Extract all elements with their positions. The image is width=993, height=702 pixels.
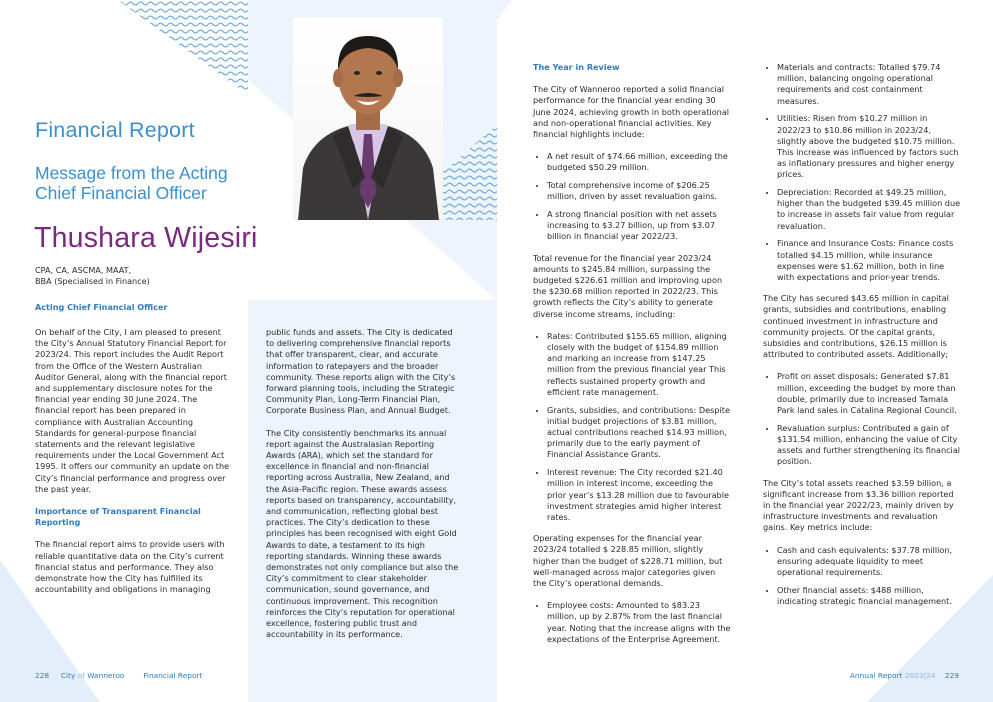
revenue-item: • Interest revenue: The City recorded $21.40 million in interest income, exceeding the prior year’s $13.28 million due to favourable investment strategies amid higher interest rates. — [547, 467, 731, 523]
expense-item: • Finance and Insurance Costs: Finance costs totalled $4.15 million, while insurance expenses were $1.62 million, both in line with expectations and prior-year trends. — [777, 238, 961, 283]
right-column-1 — [533, 62, 731, 655]
right-column-2 — [763, 62, 961, 617]
page-number-right: 229 — [944, 671, 959, 680]
right-footer — [850, 671, 959, 680]
capital-item: • Profit on asset disposals: Generated $7.81 million, exceeding the budget by more than double, primarily due to increased Tamala Park land sales in Catalina Regional Council. — [777, 371, 961, 416]
capital-item: • Revaluation surplus: Contributed a gain of $131.54 million, enhancing the value of City assets and further strengthening its financial position. — [777, 423, 961, 468]
left-column-1 — [35, 327, 232, 606]
intro-paragraph: On behalf of the City, I am pleased to present the City’s Annual Statutory Financial Report for 2023/24. This report includes the Audit Report from the Office of the Western Australian Auditor General, along with the financial report and supplementary disclosure notes for the financial year ending 30 June 2024. The financial report has been prepared in compliance with Australian Accounting Standards for general-purpose financial statements and the relevant legislative requirements under the Local Government Act 1995. It offers our community an update on the City’s financial performance and progress over the past year. — [35, 327, 230, 494]
revenue-item: • Rates: Contributed $155.65 million, aligning closely with the budget of $154.89 million and marking an increase from $147.25 million from the previous financial year This reflects sustained property growth and efficient rate management. — [547, 331, 731, 398]
highlight-item: • A strong financial position with net assets increasing to $3.27 billion, up from $3.07 billion in financial year 2022/23. — [547, 209, 731, 243]
expense-item: • Materials and contracts: Totalled $79.74 million, balancing ongoing operational requirements and cost containment measures. — [777, 62, 961, 107]
credentials-line-2: BBA (Specialised in Finance) — [35, 276, 150, 287]
assets-intro: The City’s total assets reached $3.59 billion, a significant increase from $3.36 billion reported in the financial year 2022/23, mainly driven by infrastructure investments and revaluation gains. Key metrics include: — [763, 477, 954, 533]
left-footer — [35, 671, 202, 680]
annual-report-label: Annual Report — [849, 671, 903, 680]
capital-list — [763, 371, 961, 467]
review-intro: The City of Wanneroo reported a solid financial performance for the financial year ending 30 June 2024, achieving growth in both operational and non-operational financial activities. Key financial highlights include: — [533, 84, 730, 140]
author-role: Acting Chief Financial Officer — [35, 302, 168, 312]
footer-section-name: Financial Report — [143, 671, 203, 680]
revenue-item: • Grants, subsidies, and contributions: Despite initial budget projections of $3.81 million, actual contributions reached $14.93 million, primarily due to the early payment of Financial Assistance Grants. — [547, 405, 731, 461]
expense-item: • Utilities: Risen from $10.27 million in 2022/23 to $10.86 million in 2023/24, slightly above the budgeted $10.75 million. This increase was influenced by factors such as inflationary pressures and higher energy prices. — [777, 113, 961, 180]
highlight-item: • Total comprehensive income of $206.25 million, driven by asset revaluation gains. — [547, 180, 731, 202]
assets-item: • Cash and cash equivalents: $37.78 million, ensuring adequate liquidity to meet operational requirements. — [777, 545, 961, 579]
org-name-of: of — [77, 671, 85, 680]
author-name: Thushara Wijesiri — [34, 222, 258, 254]
expense-item: • Employee costs: Amounted to $83.23 million, up by 2.87% from the last financial year. Noting that the increase aligns with the expectations of the Enterprise Agreement. — [547, 600, 731, 645]
commitment-paragraph: public funds and assets. The City is dedicated to delivering comprehensive financial reports that offer transparent, clear, and accurate information to ratepayers and the broader community. These reports align with the City’s forward planning tools, including the Strategic Community Plan, Long-Term Financial Plan, Corporate Business Plan, and Annual Budget. — [266, 327, 456, 416]
right-page — [497, 0, 993, 702]
highlights-list — [533, 151, 731, 242]
assets-list — [763, 545, 961, 608]
left-column-2 — [266, 327, 462, 651]
expense-item: • Depreciation: Recorded at $49.25 million, higher than the budgeted $39.45 million due to increase in assets fair value from regular revaluation. — [777, 187, 961, 232]
highlight-item: • A net result of $74.66 million, exceeding the budgeted $50.29 million. — [547, 151, 731, 173]
capital-intro: The City has secured $43.65 million in capital grants, subsidies and contributions, enabling continued investment in infrastructure and community projects. Of the capital grants, subsidies and contributions, $26.15 million is attributed to contributed assets. Additionally; — [763, 293, 949, 360]
org-name-wanneroo: Wanneroo — [87, 671, 125, 680]
revenue-list — [533, 331, 731, 523]
assets-item: • Other financial assets: $488 million, indicating strategic financial management. — [777, 585, 961, 607]
page-number-left: 228 — [35, 671, 50, 680]
awards-paragraph: The City consistently benchmarks its annual report against the Australasian Reporting Awards (ARA), which set the standard for excellence in financial and non-financial reporting across Australia, New Zealand, and the Asia-Pacific region. These awards assess reports based on transparency, accountability, and communication, reflecting global best practices. The City’s dedication to these principles has been recognised with eight Gold Awards to date, a testament to its high reporting standards. Winning these awards demonstrates not only compliance but also the City’s commitment to clear stakeholder communication, sound governance, and continuous improvement. This recognition reinforces the City’s reputation for operational excellence, fostering public trust and accountability in its performance. — [266, 427, 459, 640]
wave-pattern-top-decoration — [118, 0, 248, 95]
expense-list-continued — [763, 62, 961, 283]
expense-intro: Operating expenses for the financial year 2023/24 totalled $ 228.85 million, slightly higher than the budget of $228.71 million, but well-managed across major categories given the City’s operational demands. — [533, 533, 723, 588]
portrait-image — [293, 18, 443, 220]
revenue-intro: Total revenue for the financial year 2023/24 amounts to $245.84 million, surpassing the budgeted $226.61 million and improving upon the $230.68 million reported in 2022/23. This growth reflects the City’s ability to generate diverse income streams, including: — [533, 252, 723, 319]
credentials-line-1: CPA, CA, ASCMA, MAAT, — [35, 265, 132, 275]
section-heading-transparency: Importance of Transparent Financial Reporting — [35, 506, 201, 528]
transparency-paragraph: The financial report aims to provide users with reliable quantitative data on the City’s current financial status and performance. They also demonstrate how the City has fulfilled its accountability and obligations in managing — [35, 539, 225, 595]
annual-report-year: 2023|24 — [904, 671, 936, 680]
org-name-city: City — [60, 671, 76, 680]
author-credentials — [35, 265, 150, 287]
expense-list — [533, 600, 731, 645]
page-title: Financial Report — [35, 118, 195, 142]
page-subtitle: Message from the Acting Chief Financial Officer — [35, 163, 228, 203]
section-heading-year-in-review: The Year in Review — [533, 62, 620, 72]
